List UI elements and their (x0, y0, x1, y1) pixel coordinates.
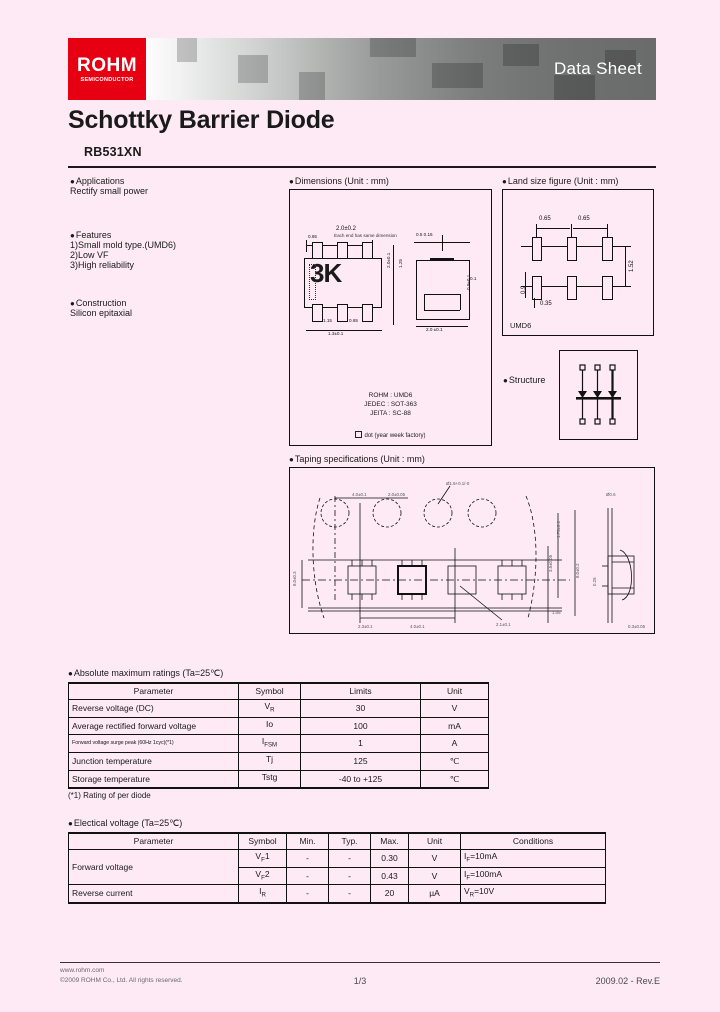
cell-max: 0.30 (371, 850, 409, 868)
document-type-label: Data Sheet (553, 59, 642, 78)
construction-text: Silicon epitaxial (70, 308, 133, 318)
land-dimension-line-c (625, 246, 626, 286)
package-marking: 3K (310, 258, 342, 288)
cell-parameter: Storage temperature (69, 770, 239, 788)
table-header-row (69, 833, 606, 850)
marking-legend (290, 431, 491, 439)
title-divider (68, 166, 656, 168)
pin1-indicator (309, 264, 316, 300)
land-dim-b: 0.65 (578, 216, 590, 222)
dimension-value-top: 2.0±0.2 (336, 226, 356, 232)
land-package-label: UMD6 (510, 321, 532, 330)
cell-conditions: $I_F=10mA$ (461, 850, 606, 868)
table-row (69, 700, 489, 718)
page-title: Schottky Barrier Diode (68, 106, 335, 134)
land-pad-top-3 (602, 237, 613, 261)
cell-typ: - (329, 885, 371, 903)
dimension-line-height (393, 245, 394, 325)
col-parameter: Parameter (69, 833, 239, 850)
cell-max: 20 (371, 885, 409, 903)
absolute-maximum-ratings-table (68, 682, 489, 789)
table-header-row (69, 683, 489, 700)
land-dimension-line-b (573, 228, 607, 229)
electrical-characteristics-section (68, 818, 606, 904)
cell-parameter: Forward voltage surge peak (60Hz 1cyc)(*1) (69, 735, 239, 753)
cell-unit: ℃ (421, 753, 489, 771)
cell-conditions: $V_R=10V$ (461, 885, 606, 903)
cell-unit: V (421, 700, 489, 718)
col-symbol: Symbol (239, 683, 301, 700)
cell-min: - (287, 885, 329, 903)
land-pad-bottom-2 (567, 276, 577, 300)
package-name-jeita: JEITA : SC-88 (370, 410, 411, 417)
features-item-3: 3)High reliability (70, 260, 135, 270)
dimension-value-lead-w: 1.15 (323, 318, 332, 323)
land-pad-bottom-1 (532, 276, 542, 300)
features-heading: ● Features (70, 230, 275, 240)
svg-text:Ø1.5+0.1/-0: Ø1.5+0.1/-0 (446, 481, 470, 486)
col-max: Max. (371, 833, 409, 850)
structure-diagram (559, 350, 638, 440)
cell-typ: - (329, 850, 371, 868)
marking-legend-text: dot (year week factory) (364, 433, 426, 439)
footer-copyright: ©2009 ROHM Co., Ltd. All rights reserved. (60, 977, 183, 984)
col-symbol: Symbol (239, 833, 287, 850)
svg-text:4.0±0.1: 4.0±0.1 (410, 624, 425, 629)
land-pad-top-1 (532, 237, 542, 261)
absolute-maximum-ratings-section (68, 668, 489, 800)
cell-max: 0.43 (371, 867, 409, 885)
table-row (69, 850, 606, 868)
svg-text:1.75±0.1: 1.75±0.1 (556, 520, 561, 538)
svg-text:2.1±0.1: 2.1±0.1 (496, 622, 511, 627)
table-row (69, 717, 489, 735)
logo-wordmark: ROHM (76, 54, 138, 76)
cell-symbol: $V_F2$ (239, 867, 287, 885)
left-column (70, 176, 275, 318)
table-row (69, 770, 489, 788)
page-header (68, 38, 656, 100)
dimensions-drawing (289, 189, 492, 446)
cell-unit: µA (409, 885, 461, 903)
structure-heading: ● Structure (503, 375, 545, 385)
svg-text:Ø0.6: Ø0.6 (606, 492, 616, 497)
dimension-value-height: 2.0±0.1 (386, 252, 391, 268)
part-number: RB531XN (84, 145, 142, 159)
features-item-2: 2)Low VF (70, 250, 109, 260)
svg-text:2.3±0.1: 2.3±0.1 (358, 624, 373, 629)
cell-parameter: Reverse current (69, 885, 239, 903)
land-pad-top-2 (567, 237, 577, 261)
structure-schematic-icon (560, 351, 637, 439)
land-size-drawing (502, 189, 654, 336)
land-size-heading: ● Land size figure (Unit : mm) (502, 176, 654, 186)
cell-parameter: Reverse voltage (DC) (69, 700, 239, 718)
dimension-note-equal: Each end has same dimension (334, 233, 397, 238)
side-lead-bottom (424, 310, 460, 311)
cell-typ: - (329, 867, 371, 885)
footer-website[interactable]: www.rohm.com (60, 967, 105, 974)
col-typ: Typ. (329, 833, 371, 850)
svg-text:0.25: 0.25 (592, 577, 597, 586)
cell-min: - (287, 867, 329, 885)
lead-bottom-3 (362, 304, 373, 322)
side-lead-left (424, 294, 425, 310)
package-name-rohm: ROHM : UMD6 (368, 392, 413, 399)
cell-limits: 30 (301, 700, 421, 718)
taping-section (289, 454, 655, 634)
abs-max-footnote: (*1) Rating of per diode (68, 791, 151, 801)
side-dimension-tick (442, 235, 443, 251)
dimension-value-width: 1.3±0.1 (328, 331, 344, 336)
side-dimension-lead: 0.1 (470, 276, 477, 281)
cell-symbol: $I_{FSM}$ (239, 735, 301, 753)
col-limits: Limits (301, 683, 421, 700)
footer-page-number: 1/3 (353, 976, 367, 986)
cell-parameter: Junction temperature (69, 753, 239, 771)
cell-conditions: $I_F=100mA$ (461, 867, 606, 885)
cell-min: - (287, 850, 329, 868)
land-dimension-line-a (536, 228, 570, 229)
land-pad-bottom-3 (602, 276, 613, 300)
land-dim-a: 0.65 (539, 216, 551, 222)
package-name-jedec: JEDEC : SOT-363 (364, 401, 417, 408)
cell-parameter: Forward voltage (69, 850, 239, 885)
electrical-characteristics-table (68, 832, 606, 904)
package-body-side-view (416, 260, 470, 320)
col-parameter: Parameter (69, 683, 239, 700)
land-size-section (502, 176, 654, 336)
applications-heading: ● Applications (70, 176, 275, 186)
dimension-value-lead-p: 0.65 (349, 318, 358, 323)
cell-unit: ℃ (421, 770, 489, 788)
land-ext-line (534, 298, 535, 308)
table-row (69, 735, 489, 753)
construction-heading: ● Construction (70, 298, 275, 308)
electrical-heading: ● Electical voltage (Ta=25℃) (68, 818, 606, 829)
col-unit: Unit (409, 833, 461, 850)
square-marker-icon (355, 431, 362, 438)
dimension-extension-line (306, 240, 307, 252)
package-standard-notes (290, 391, 491, 418)
applications-section (70, 176, 275, 196)
side-lead-right (460, 294, 461, 310)
header-banner (146, 38, 656, 100)
lead-bottom-2 (337, 304, 348, 322)
dimension-value-pitch: 0.65 (308, 234, 317, 239)
cell-unit: A (421, 735, 489, 753)
table-row (69, 885, 606, 903)
taping-heading: ● Taping specifications (Unit : mm) (289, 454, 655, 464)
cell-symbol: Tstg (239, 770, 301, 788)
col-conditions: Conditions (461, 833, 606, 850)
cell-limits: -40 to +125 (301, 770, 421, 788)
col-unit: Unit (421, 683, 489, 700)
rohm-logo (68, 38, 146, 100)
svg-text:3.5±0.05: 3.5±0.05 (548, 554, 553, 572)
cell-symbol: $V_F1$ (239, 850, 287, 868)
applications-text: Rectify small power (70, 186, 149, 196)
footer-revision: 2009.02 - Rev.E (595, 976, 660, 986)
land-dim-c: 1.52 (629, 260, 635, 272)
svg-text:8.0±0.2: 8.0±0.2 (575, 563, 580, 578)
side-top-face (430, 258, 454, 261)
lead-bottom-1 (312, 304, 323, 322)
col-min: Min. (287, 833, 329, 850)
cell-symbol: $I_R$ (239, 885, 287, 903)
cell-parameter: Average rectified forward voltage (69, 717, 239, 735)
svg-text:1.05: 1.05 (552, 610, 561, 615)
side-dimension-base-value: 2.0 ±0.1 (426, 327, 443, 332)
cell-unit: V (409, 867, 461, 885)
cell-symbol: Io (239, 717, 301, 735)
cell-unit: mA (421, 717, 489, 735)
taping-drawing (289, 467, 655, 634)
spacer (70, 270, 275, 298)
cell-symbol: Tj (239, 753, 301, 771)
cell-unit: V (409, 850, 461, 868)
cell-symbol: $V_R$ (239, 700, 301, 718)
land-dim-d: 0.9 (521, 285, 527, 294)
features-section (70, 230, 275, 270)
side-dimension-standoff: 0.9±0.1 (466, 274, 471, 290)
abs-max-heading: ● Absolute maximum ratings (Ta=25℃) (68, 668, 489, 679)
construction-section (70, 298, 275, 318)
side-dimension-value: 0.5 0.15 (416, 232, 433, 237)
svg-text:2.0±0.05: 2.0±0.05 (388, 492, 406, 497)
dimension-value-height2: 1.25 (398, 259, 403, 268)
svg-text:8.0±0.3: 8.0±0.3 (292, 571, 297, 586)
dimensions-heading: ● Dimensions (Unit : mm) (289, 176, 492, 186)
table-row (69, 753, 489, 771)
cell-limits: 125 (301, 753, 421, 771)
spacer (70, 196, 275, 230)
side-seating-plane (424, 294, 460, 295)
footer-divider (60, 962, 660, 963)
cell-limits: 100 (301, 717, 421, 735)
dimensions-section (289, 176, 492, 446)
svg-text:0.3±0.05: 0.3±0.05 (628, 624, 646, 629)
logo-tagline: SEMICONDUCTOR (80, 76, 134, 83)
taping-schematic-icon (290, 468, 654, 633)
dimension-line-width (306, 330, 382, 331)
cell-limits: 1 (301, 735, 421, 753)
land-dim-e: 0.35 (540, 301, 552, 307)
features-item-1: 1)Small mold type.(UMD6) (70, 240, 177, 250)
svg-text:4.0±0.1: 4.0±0.1 (352, 492, 367, 497)
